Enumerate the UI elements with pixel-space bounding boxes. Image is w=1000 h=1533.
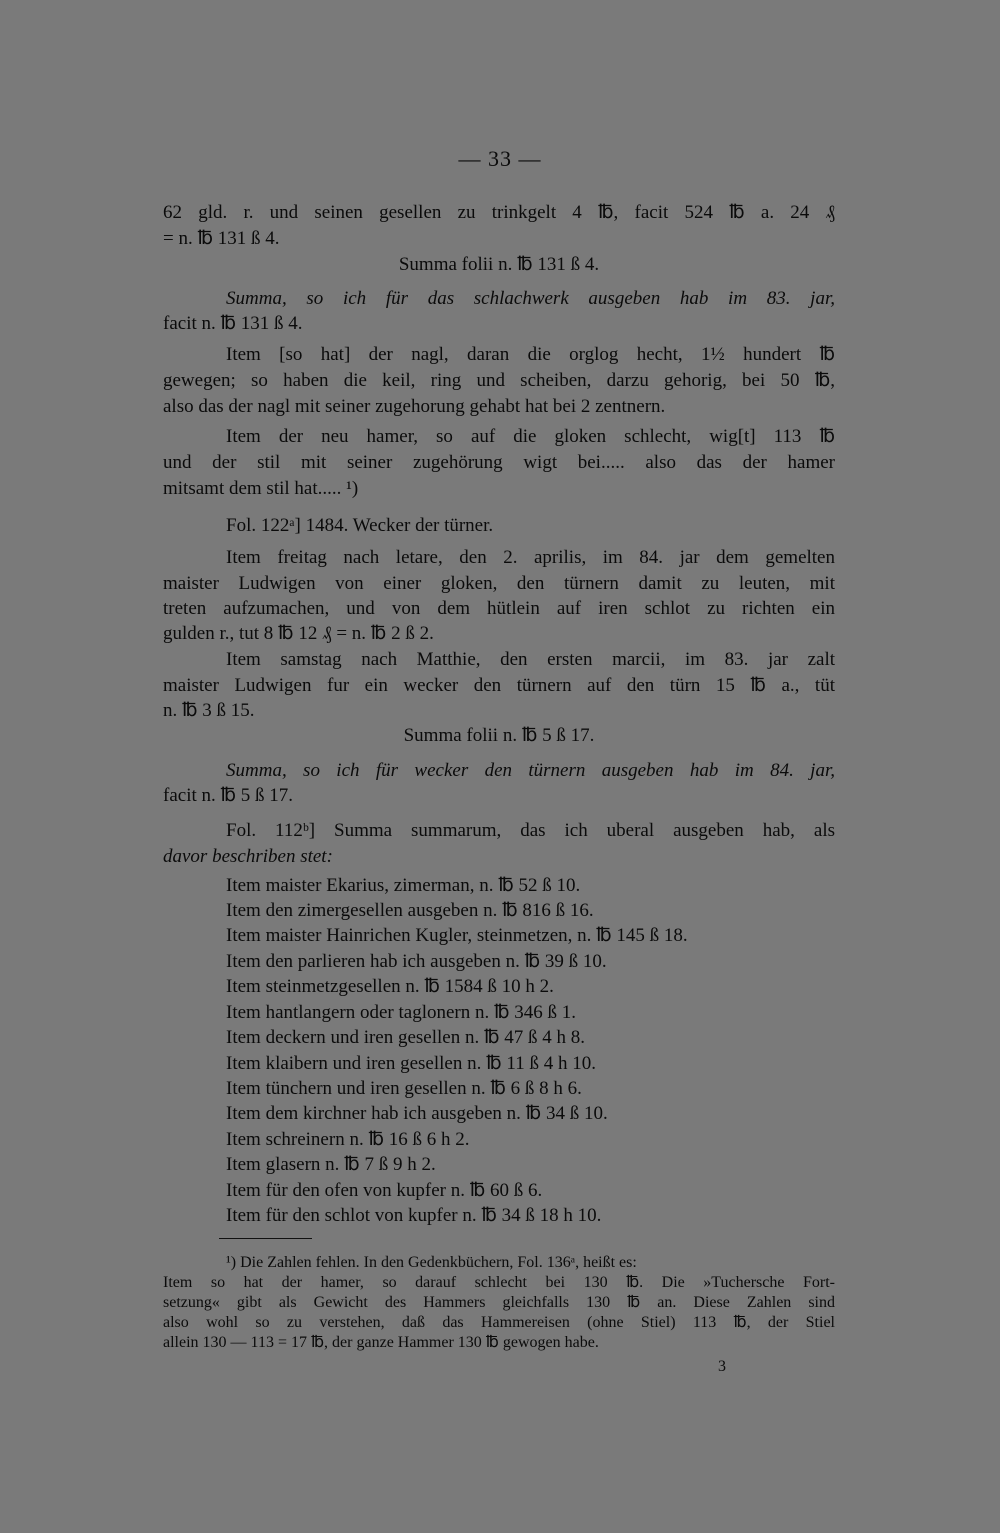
text-line: Item [so hat] der nagl, daran die orglog hecht, 1½ hundert ℔ <box>226 344 835 365</box>
list-item: Item tünchern und iren gesellen n. ℔ 6 ß 8 h 6. <box>226 1078 582 1099</box>
list-item: Item den parlieren hab ich ausgeben n. ℔ 39 ß 10. <box>226 951 607 972</box>
text-line: Item freitag nach letare, den 2. aprilis, im 84. jar dem gemelten <box>226 547 835 568</box>
summary-heading: Summa, so ich für das schlachwerk ausgeben hab im 83. jar, <box>226 288 835 309</box>
list-item: Item hantlangern oder taglonern n. ℔ 346 ß 1. <box>226 1002 577 1023</box>
footnote-line: also wohl so zu verstehen, daß das Hammereisen (ohne Stiel) 113 ℔, der Stiel <box>163 1314 835 1331</box>
folio-sum: Summa folii n. ℔ 131 ß 4. <box>398 254 600 275</box>
page-number: — 33 — <box>458 146 542 171</box>
text-line: facit n. ℔ 131 ß 4. <box>163 313 303 334</box>
text-line: gewegen; so haben die keil, ring und scheiben, darzu gehorig, bei 50 ℔, <box>163 370 835 391</box>
footnote-line: setzung« gibt als Gewicht des Hammers gleichfalls 130 ℔ an. Diese Zahlen sind <box>163 1294 835 1311</box>
text-line: Item samstag nach Matthie, den ersten marcii, im 83. jar zalt <box>226 649 835 670</box>
list-item: Item steinmetzgesellen n. ℔ 1584 ß 10 h 2. <box>226 976 554 997</box>
list-item: Item maister Ekarius, zimerman, n. ℔ 52 ß 10. <box>226 875 581 896</box>
text-line: und der stil mit seiner zugehörung wigt bei..... also das der hamer <box>163 452 835 473</box>
summary-heading: Summa, so ich für wecker den türnern ausgeben hab im 84. jar, <box>226 760 835 781</box>
section-heading: davor beschriben stet: <box>163 846 333 867</box>
text-line: 62 gld. r. und seinen gesellen zu trinkgelt 4 ℔, facit 524 ℔ a. 24 ₰ <box>163 202 835 223</box>
text-line: treten aufzumachen, und von dem hütlein auf iren schlot zu richten ein <box>163 598 835 619</box>
text-line: maister Ludwigen von einer gloken, den türnern damit zu leuten, mit <box>163 573 835 594</box>
footnote-rule <box>219 1238 312 1239</box>
section-heading: Fol. 112ᵇ] Summa summarum, das ich uberal ausgeben hab, als <box>226 820 835 841</box>
text-line: = n. ℔ 131 ß 4. <box>163 228 280 249</box>
list-item: Item glasern n. ℔ 7 ß 9 h 2. <box>226 1154 436 1175</box>
list-item: Item maister Hainrichen Kugler, steinmetzen, n. ℔ 145 ß 18. <box>226 925 688 946</box>
text-line: facit n. ℔ 5 ß 17. <box>163 785 294 806</box>
footnote-line: Item so hat der hamer, so darauf schlecht bei 130 ℔. Die »Tuchersche Fort- <box>163 1274 835 1291</box>
text-line: maister Ludwigen fur ein wecker den türnern auf den türn 15 ℔ a., tüt <box>163 675 835 696</box>
list-item: Item für den ofen von kupfer n. ℔ 60 ß 6. <box>226 1180 543 1201</box>
text-line: mitsamt dem stil hat..... ¹) <box>163 478 359 499</box>
text-line: n. ℔ 3 ß 15. <box>163 700 255 721</box>
list-item: Item dem kirchner hab ich ausgeben n. ℔ 34 ß 10. <box>226 1103 608 1124</box>
text-line: gulden r., tut 8 ℔ 12 ₰ = n. ℔ 2 ß 2. <box>163 623 434 644</box>
section-heading: Fol. 122ᵃ] 1484. Wecker der türner. <box>226 515 494 536</box>
signature-mark: 3 <box>718 1358 726 1375</box>
footnote-line: ¹) Die Zahlen fehlen. In den Gedenkbüchern, Fol. 136ᵃ, heißt es: <box>226 1254 637 1271</box>
footnote-line: allein 130 — 113 = 17 ℔, der ganze Hammer 130 ℔ gewogen habe. <box>163 1334 599 1351</box>
list-item: Item klaibern und iren gesellen n. ℔ 11 ß 4 h 10. <box>226 1053 596 1074</box>
list-item: Item für den schlot von kupfer n. ℔ 34 ß 18 h 10. <box>226 1205 602 1226</box>
folio-sum: Summa folii n. ℔ 5 ß 17. <box>403 725 595 746</box>
list-item: Item deckern und iren gesellen n. ℔ 47 ß 4 h 8. <box>226 1027 586 1048</box>
text-line: also das der nagl mit seiner zugehorung gehabt hat bei 2 zentnern. <box>163 396 666 417</box>
list-item: Item den zimergesellen ausgeben n. ℔ 816 ß 16. <box>226 900 594 921</box>
list-item: Item schreinern n. ℔ 16 ß 6 h 2. <box>226 1129 470 1150</box>
text-line: Item der neu hamer, so auf die gloken schlecht, wig[t] 113 ℔ <box>226 426 835 447</box>
